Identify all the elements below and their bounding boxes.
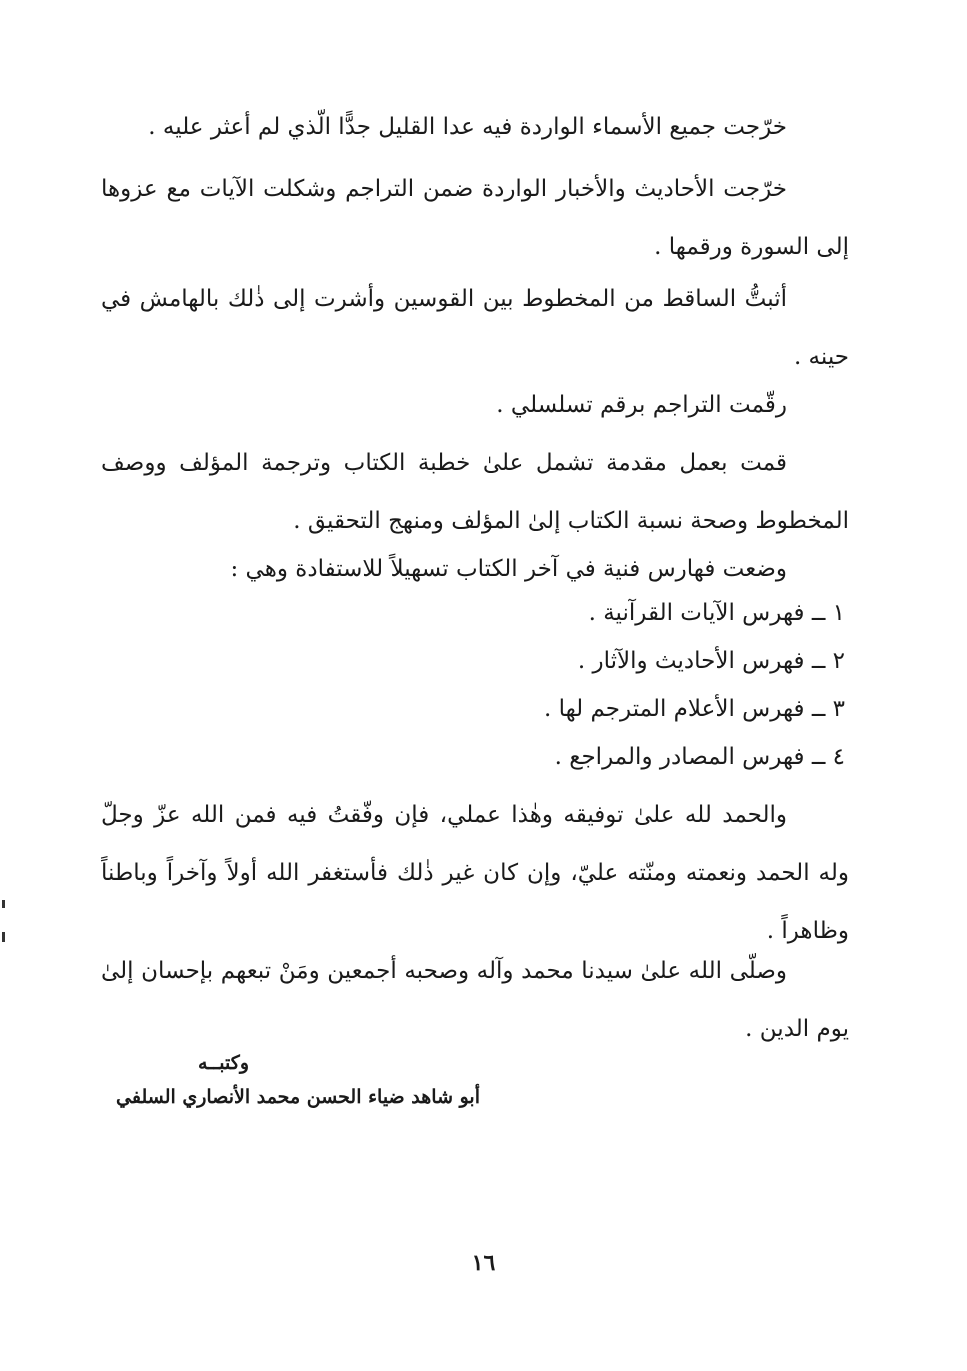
closing-praise: والحمد لله علىٰ توفيقه وهٰذا عملي، فإن وفّقتُ فيه فمن الله عزّ وجلّ وله الحمد ونعمته ومنّته عليّ، وإن كان غير ذٰلك فأستغفر الله أولاً وآخراً وباطناً وظاهراً . xyxy=(101,802,849,944)
paragraph-5: قمت بعمل مقدمة تشمل علىٰ خطبة الكتاب وترجمة المؤلف ووصف المخطوط وصحة نسبة الكتاب إلىٰ المؤلف ومنهج التحقيق . xyxy=(101,450,849,534)
closing-prayer: وصلّى الله علىٰ سيدنا محمد وآله وصحبه أجمعين ومَنْ تبعهم بإحسان إلىٰ يوم الدين . xyxy=(101,958,849,1042)
signature-name: أبو شاهد ضياء الحسن محمد الأنصاري السلفي xyxy=(116,1086,480,1108)
paragraph-6: وضعت فهارس فنية في آخر الكتاب تسهيلاً للاستفادة وهي : xyxy=(230,556,787,582)
signature-label: وكتبــه xyxy=(197,1052,249,1074)
page-number: ١٦ xyxy=(471,1250,496,1276)
index-item-2: ٢ ــ فهرس الأحاديث والآثار . xyxy=(577,648,845,674)
scan-edge-mark xyxy=(2,900,5,908)
index-item-4: ٤ ــ فهرس المصادر والمراجع . xyxy=(554,744,845,770)
paragraph-3: أثبتُّ الساقط من المخطوط بين القوسين وأشرت إلى ذٰلك بالهامش في حينه . xyxy=(101,286,849,370)
index-item-1: ١ ــ فهرس الآيات القرآنية . xyxy=(588,600,845,626)
paragraph-1: خرّجت جميع الأسماء الواردة فيه عدا القليل جدًّا الّذي لم أعثر عليه . xyxy=(148,114,787,140)
index-item-3: ٣ ــ فهرس الأعلام المترجم لها . xyxy=(543,696,845,722)
paragraph-4: رقّمت التراجم برقم تسلسلي . xyxy=(496,392,787,418)
scan-edge-mark xyxy=(2,932,5,942)
paragraph-2: خرّجت الأحاديث والأخبار الواردة ضمن التراجم وشكلت الآيات مع عزوها إلى السورة ورقمها . xyxy=(101,176,849,260)
